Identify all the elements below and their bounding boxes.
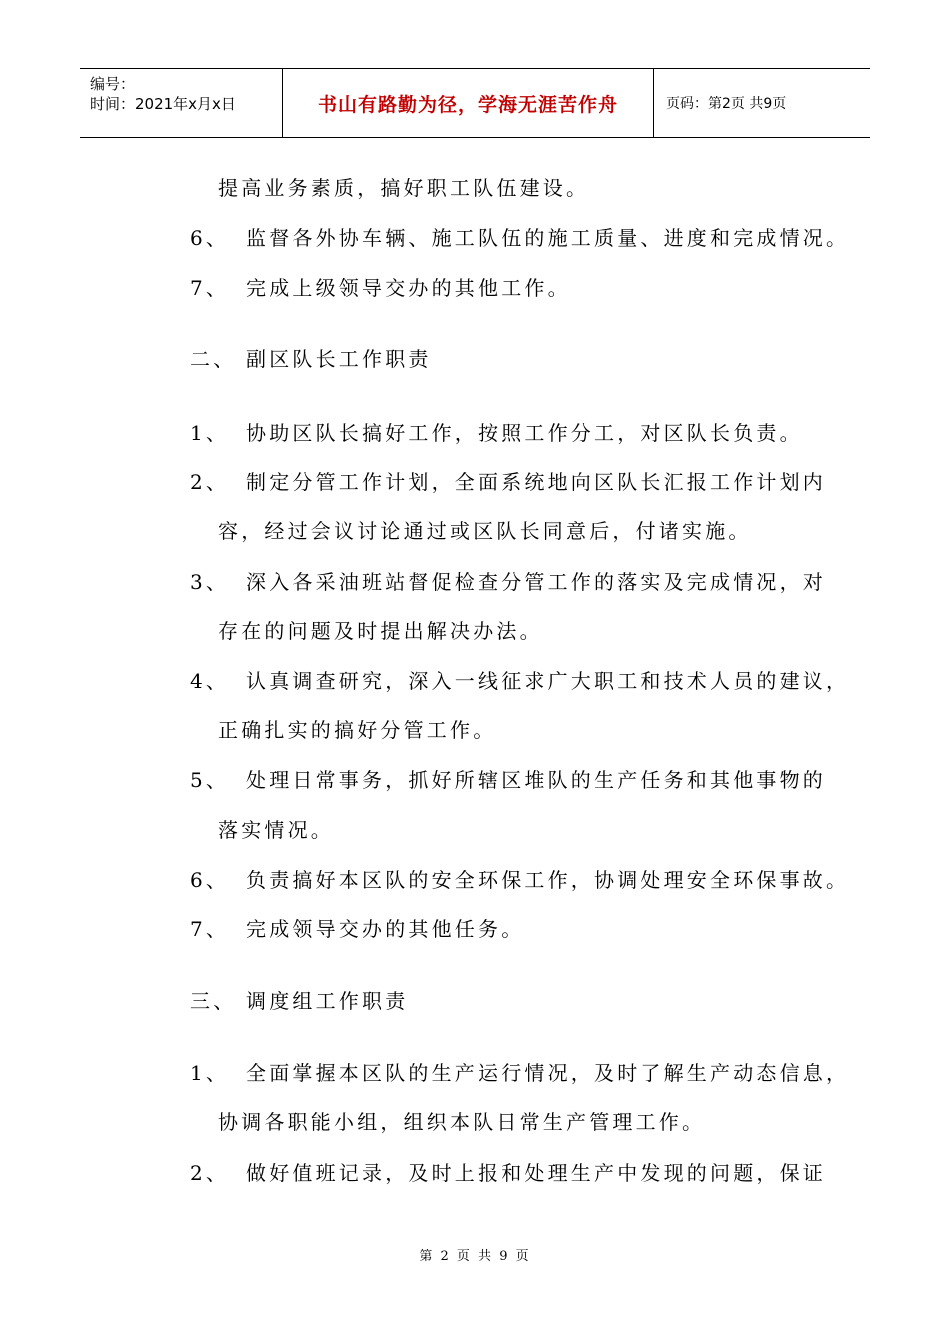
item-text: 做好值班记录，及时上报和处理生产中发现的问题，保证 xyxy=(246,1161,826,1185)
section-title: 调度组工作职责 xyxy=(246,989,409,1013)
item-text: 负责搞好本区队的安全环保工作，协调处理安全环保事故。 xyxy=(246,868,850,892)
header-page-info: 页码：第2页 共9页 xyxy=(666,96,787,112)
item-number: 2、 xyxy=(190,1161,230,1185)
item-number: 7、 xyxy=(190,276,230,300)
item-text: 制定分管工作计划，全面系统地向区队长汇报工作计划内 xyxy=(246,470,826,494)
page-footer: 第 2 页 共 9 页 xyxy=(419,1249,531,1264)
item-number: 2、 xyxy=(190,470,230,494)
section-number: 二、 xyxy=(190,347,237,371)
item-number: 6、 xyxy=(190,868,230,892)
header-motto-cell xyxy=(283,69,654,137)
item-number: 5、 xyxy=(190,768,230,792)
item-number: 7、 xyxy=(190,917,230,941)
header-meta-cell xyxy=(80,69,283,137)
item-text: 完成上级领导交办的其他工作。 xyxy=(246,276,571,300)
item-text: 完成领导交办的其他任务。 xyxy=(246,917,525,941)
section-title: 副区队长工作职责 xyxy=(246,347,432,371)
header-motto: 书山有路勤为径，学海无涯苦作舟 xyxy=(317,93,618,116)
item-number: 6、 xyxy=(190,226,230,250)
line-text: 协调各职能小组，组织本队日常生产管理工作。 xyxy=(218,1110,706,1134)
item-text: 协助区队长搞好工作，按照工作分工，对区队长负责。 xyxy=(246,421,803,445)
item-number: 1、 xyxy=(190,1061,230,1085)
item-text: 深入各采油班站督促检查分管工作的落实及完成情况，对 xyxy=(246,570,826,594)
item-text: 处理日常事务，抓好所辖区堆队的生产任务和其他事物的 xyxy=(246,768,826,792)
item-number: 4、 xyxy=(190,669,230,693)
item-text: 监督各外协车辆、施工队伍的施工质量、进度和完成情况。 xyxy=(246,226,850,250)
section-number: 三、 xyxy=(190,989,237,1013)
line-text: 容，经过会议讨论通过或区队长同意后，付诸实施。 xyxy=(218,519,752,543)
item-text: 认真调查研究，深入一线征求广大职工和技术人员的建议， xyxy=(246,669,850,693)
document-number-label: 编号： xyxy=(90,75,136,93)
line-text: 落实情况。 xyxy=(218,818,334,842)
item-number: 1、 xyxy=(190,421,230,445)
header-page-cell xyxy=(654,69,870,137)
item-text: 全面掌握本区队的生产运行情况，及时了解生产动态信息， xyxy=(246,1061,850,1085)
line-text: 正确扎实的搞好分管工作。 xyxy=(218,718,497,742)
line-text: 提高业务素质，搞好职工队伍建设。 xyxy=(218,176,590,200)
item-number: 3、 xyxy=(190,570,230,594)
page-header xyxy=(80,68,870,138)
line-text: 存在的问题及时提出解决办法。 xyxy=(218,619,543,643)
document-time-label: 时间：2021年x月x日 xyxy=(90,95,236,113)
